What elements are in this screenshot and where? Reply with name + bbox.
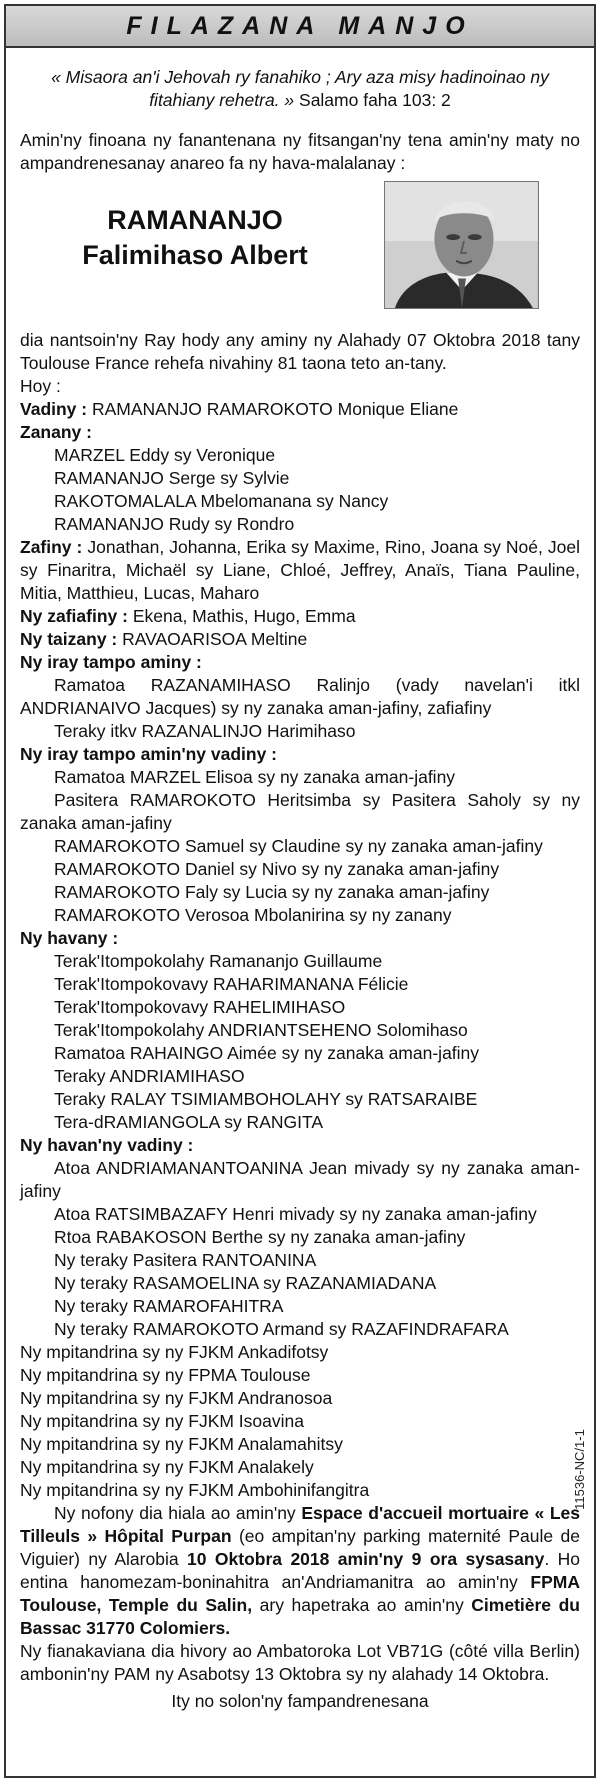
list-item: Rtoa RABAKOSON Berthe sy ny zanaka aman-jafiny [54, 1227, 466, 1247]
ceremony-details [20, 1502, 580, 1640]
deceased-given-names: Falimihaso Albert [82, 240, 308, 270]
list-item: RAMAROKOTO Daniel sy Nivo sy ny zanaka aman-jafiny [54, 859, 500, 879]
list-item: RAMANANJO Rudy sy Rondro [54, 514, 295, 534]
ad-code-text: 11536-NC/1-1 [571, 1428, 587, 1510]
nanny-line [20, 628, 580, 651]
nanny-label: Ny taizany : [20, 629, 118, 649]
epigraph-reference: Salamo faha 103: 2 [299, 90, 451, 110]
list-item: Ny teraky RAMAROKOTO Armand sy RAZAFINDRAFARA [54, 1319, 509, 1339]
list-item: Ny teraky RAMAROFAHITRA [54, 1296, 284, 1316]
list-item: RAMAROKOTO Verosoa Mbolanirina sy ny zanany [54, 905, 452, 925]
condolences-details: Ny fianakaviana dia hivory ao Ambatoroka Lot VB71G (côté villa Berlin) ambonin'ny PAM ny Asabotsy 13 Oktobra sy ny alahady 14 Oktobra. [20, 1641, 580, 1684]
list-item: RAMAROKOTO Faly sy Lucia sy ny zanaka aman-jafiny [54, 882, 490, 902]
ceremony-text: ary hapetraka ao amin'ny [252, 1595, 472, 1615]
list-item: MARZEL Eddy sy Veronique [54, 445, 276, 465]
spouse-name: RAMANANJO RAMAROKOTO Monique Eliane [91, 399, 459, 419]
list-item: Atoa ANDRIAMANANTOANINA Jean mivady sy ny zanaka aman-jafiny [20, 1158, 580, 1201]
great-grandchildren-label: Ny zafiafiny : [20, 606, 128, 626]
list-item: Ny mpitandrina sy ny FJKM Andranosoa [20, 1388, 333, 1408]
spouse-siblings-list [20, 766, 580, 927]
list-item: Atoa RATSIMBAZAFY Henri mivady sy ny zanaka aman-jafiny [54, 1204, 537, 1224]
list-item: Tera-dRAMIANGOLA sy RANGITA [54, 1112, 324, 1132]
list-item: Teraky itkv RAZANALINJO Harimihaso [54, 721, 356, 741]
portrait-icon [385, 182, 538, 308]
list-item: RAKOTOMALALA Mbelomanana sy Nancy [54, 491, 389, 511]
list-item: Teraky RALAY TSIMIAMBOHOLAHY sy RATSARAIBE [54, 1089, 478, 1109]
great-grandchildren-line [20, 605, 580, 628]
spouse-relatives-list [20, 1157, 580, 1341]
notice-body [20, 66, 580, 1713]
relatives-label: Ny havany : [20, 928, 119, 948]
deceased-name [20, 203, 370, 273]
spouse-line [20, 398, 580, 421]
list-item: RAMAROKOTO Samuel sy Claudine sy ny zanaka aman-jafiny [54, 836, 543, 856]
spouse-relatives-label: Ny havan'ny vadiny : [20, 1135, 194, 1155]
list-item: Ny mpitandrina sy ny FPMA Toulouse [20, 1365, 311, 1385]
church-location: FPMA Toulouse, Temple du Salin, [20, 1572, 580, 1615]
list-item: Ny teraky Pasitera RANTOANINA [54, 1250, 317, 1270]
ceremony-date: 10 Oktobra 2018 amin'ny 9 ora sysasany [187, 1549, 545, 1569]
ceremony-text: Ny nofony dia hiala ao amin'ny [54, 1503, 302, 1523]
banner-title: FILAZANA MANJO [126, 11, 474, 40]
list-item: Ny mpitandrina sy ny FJKM Analakely [20, 1457, 314, 1477]
list-item: RAMANANJO Serge sy Sylvie [54, 468, 290, 488]
spouse-siblings-label: Ny iray tampo amin'ny vadiny : [20, 744, 278, 764]
ceremony-text: . Ho entina hanomezam-boninahitra an'Andriamanitra ao amin'ny [20, 1549, 580, 1592]
list-item: Ny mpitandrina sy ny FJKM Ankadifotsy [20, 1342, 329, 1362]
closing-line: Ity no solon'ny fampandrenesana [171, 1691, 429, 1711]
epigraph-quote: « Misaora an'i Jehovah ry fanahiko ; Ary aza misy hadinoinao ny fitahiany rehetra. » [51, 67, 549, 110]
header-banner [6, 6, 594, 48]
grandchildren-label: Zafiny : [20, 537, 83, 557]
great-grandchildren-names: Ekena, Mathis, Hugo, Emma [132, 606, 356, 626]
grandchildren-line [20, 536, 580, 605]
pastors-list [20, 1341, 580, 1502]
deceased-block [20, 181, 580, 323]
list-item: Ny mpitandrina sy ny FJKM Analamahitsy [20, 1434, 343, 1454]
cemetery-location: Cimetière du Bassac 31770 Colomiers. [20, 1595, 580, 1638]
portrait-photo [384, 181, 539, 309]
list-item: Teraky ANDRIAMIHASO [54, 1066, 245, 1086]
list-item: Ramatoa MARZEL Elisoa sy ny zanaka aman-jafiny [54, 767, 456, 787]
list-item: Ramatoa RAZANAMIHASO Ralinjo (vady navelan'i itkl ANDRIANAIVO Jacques) sy ny zanaka aman-jafiny, zafiafiny [20, 675, 580, 718]
ceremony-text: (eo ampitan'ny parking maternité Paule de Viguier) ny Alarobia [20, 1526, 580, 1569]
grandchildren-names: Jonathan, Johanna, Erika sy Maxime, Rino, Joana sy Noé, Joel sy Finaritra, Michaël sy Liane, Chloé, Jeffrey, Anaïs, Tiana Pauline, Mitia, Matthieu, Lucas, Maharo [20, 537, 580, 603]
list-item: Terak'Itompokovavy RAHARIMANANA Félicie [54, 974, 409, 994]
list-item: Ny mpitandrina sy ny FJKM Isoavina [20, 1411, 304, 1431]
nanny-name: RAVAOARISOA Meltine [122, 629, 308, 649]
list-item: Terak'Itompokolahy ANDRIANTSEHENO Solomihaso [54, 1020, 468, 1040]
death-notice: dia nantsoin'ny Ray hody any aminy ny Alahady 07 Oktobra 2018 tany Toulouse France rehefa nivahiny 81 taona teto an-tany. [20, 330, 580, 373]
spouse-label: Vadiny : [20, 399, 88, 419]
list-item: Ramatoa RAHAINGO Aimée sy ny zanaka aman-jafiny [54, 1043, 480, 1063]
list-item: Ny mpitandrina sy ny FJKM Ambohinifangitra [20, 1480, 370, 1500]
ad-reference-code [564, 1414, 594, 1524]
list-item: Pasitera RAMAROKOTO Heritsimba sy Pasitera Saholy sy ny zanaka aman-jafiny [20, 790, 580, 833]
siblings-label: Ny iray tampo aminy : [20, 652, 202, 672]
list-item: Ny teraky RASAMOELINA sy RAZANAMIADANA [54, 1273, 437, 1293]
children-label: Zanany : [20, 422, 92, 442]
intro-text: Amin'ny finoana ny fanantenana ny fitsangan'ny tena amin'ny maty no ampandrenesanay anareo fa ny hava-malalanay : [20, 130, 580, 173]
list-item: Terak'Itompokolahy Ramananjo Guillaume [54, 951, 383, 971]
epigraph [20, 66, 580, 112]
mortuary-location: Espace d'accueil mortuaire « Les Tilleuls » Hôpital Purpan [20, 1503, 581, 1546]
deceased-surname: RAMANANJO [107, 205, 283, 235]
list-item: Terak'Itompokovavy RAHELIMIHASO [54, 997, 346, 1017]
hoy-label: Hoy : [20, 376, 61, 396]
siblings-list [20, 674, 580, 743]
obituary-notice [4, 4, 596, 1778]
relatives-list [20, 950, 580, 1134]
children-list [20, 444, 580, 536]
